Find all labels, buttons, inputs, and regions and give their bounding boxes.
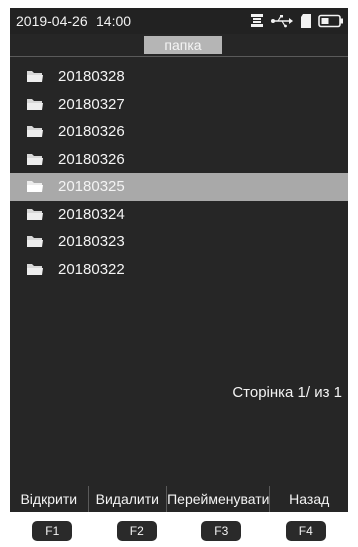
f2-key[interactable]: F2 xyxy=(117,521,157,541)
folder-title: папка xyxy=(144,36,222,54)
folder-icon xyxy=(26,70,44,83)
battery-icon xyxy=(318,14,344,28)
title-bar xyxy=(10,34,348,54)
delete-button[interactable]: Видалити xyxy=(89,486,168,512)
lamp-icon xyxy=(250,13,264,29)
status-bar xyxy=(10,8,348,34)
open-button[interactable]: Відкрити xyxy=(10,486,89,512)
folder-list xyxy=(10,63,348,283)
folder-item[interactable] xyxy=(10,91,348,119)
folder-name: 20180327 xyxy=(58,95,125,113)
folder-item[interactable] xyxy=(10,146,348,174)
rename-button[interactable]: Перейменувати xyxy=(167,486,270,512)
folder-name: 20180323 xyxy=(58,233,125,250)
page-indicator: Сторінка 1/ из 1 xyxy=(232,384,342,401)
folder-icon xyxy=(26,235,44,248)
folder-item[interactable] xyxy=(10,201,348,229)
file-browser xyxy=(10,34,348,486)
folder-name: 20180325 xyxy=(58,178,125,195)
folder-item[interactable] xyxy=(10,118,348,146)
folder-icon xyxy=(26,208,44,221)
folder-item[interactable] xyxy=(10,228,348,256)
folder-name: 20180328 xyxy=(58,68,125,85)
f3-key[interactable]: F3 xyxy=(201,521,241,541)
folder-icon xyxy=(26,180,44,193)
folder-item[interactable] xyxy=(10,173,348,201)
folder-name: 20180326 xyxy=(58,123,125,140)
title-divider xyxy=(10,56,348,57)
status-time: 14:00 xyxy=(96,13,132,29)
folder-icon xyxy=(26,125,44,138)
folder-icon xyxy=(26,98,44,111)
folder-name: 20180322 xyxy=(58,260,125,278)
sd-card-icon xyxy=(300,13,312,29)
status-date: 2019-04-26 xyxy=(16,13,88,29)
back-button[interactable]: Назад xyxy=(289,491,330,507)
function-keys xyxy=(10,520,348,542)
usb-icon xyxy=(270,14,294,28)
f4-key[interactable]: F4 xyxy=(286,521,326,541)
softkey-bar xyxy=(10,486,348,512)
folder-name: 20180324 xyxy=(58,205,125,223)
folder-name: 20180326 xyxy=(58,150,125,168)
folder-item[interactable] xyxy=(10,256,348,284)
f1-key[interactable]: F1 xyxy=(32,521,72,541)
folder-item[interactable] xyxy=(10,63,348,91)
device-screen xyxy=(10,0,348,547)
status-icons xyxy=(250,12,344,30)
folder-icon xyxy=(26,263,44,276)
folder-icon xyxy=(26,153,44,166)
